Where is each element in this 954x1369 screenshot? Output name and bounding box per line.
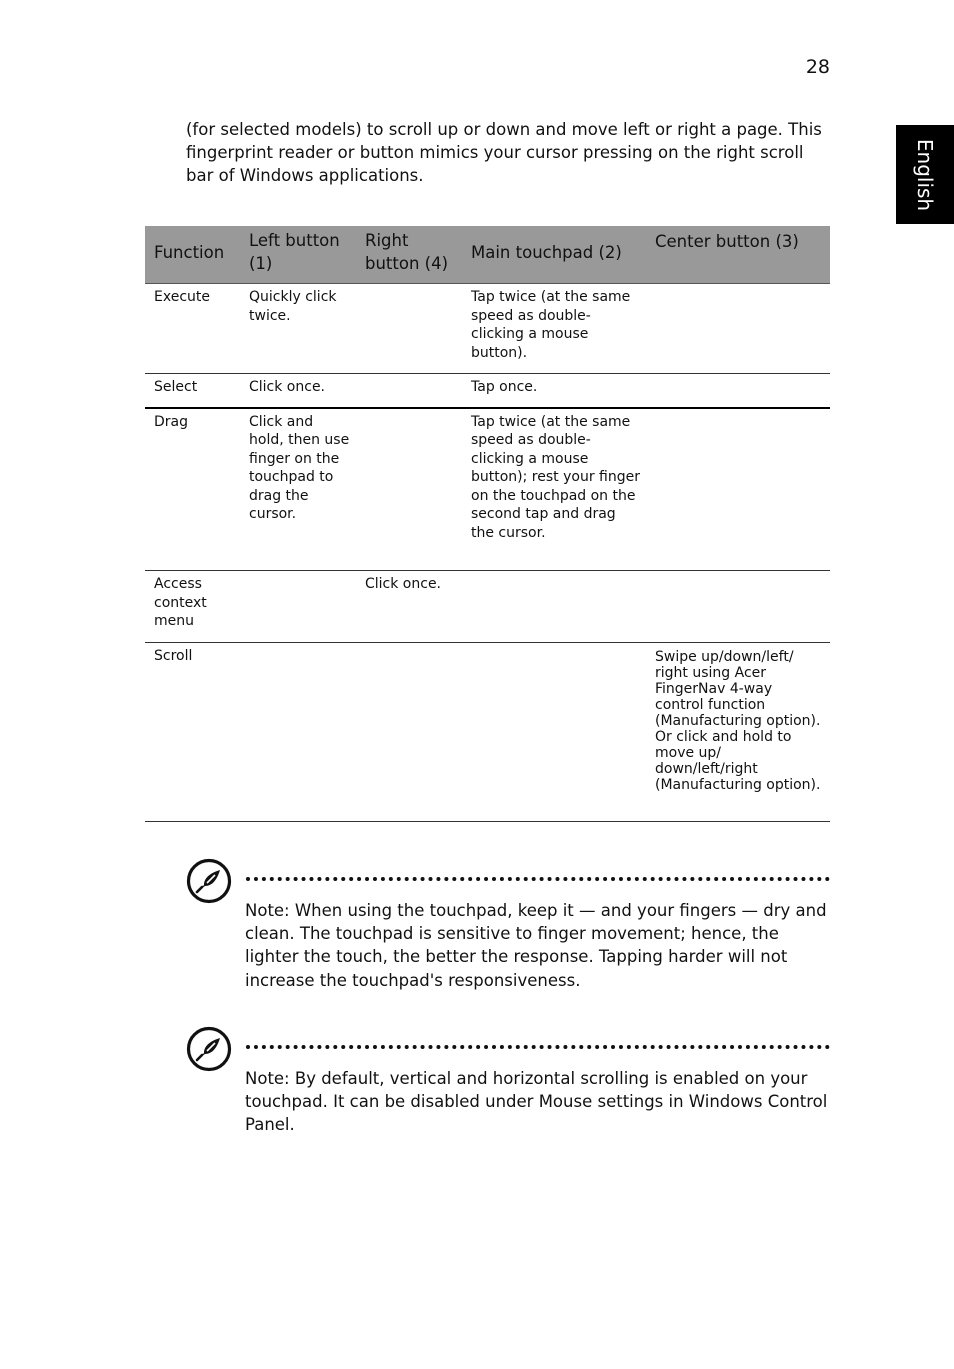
table-cell: Click once. xyxy=(240,374,356,408)
table-cell: Tap once. xyxy=(462,374,646,408)
table-cell: Click and hold, then use finger on the touchpad to drag the cursor. xyxy=(240,408,356,571)
intro-paragraph: (for selected models) to scroll up or down and move left or right a page. This fingerprint reader or button mimics your cursor pressing on the right scroll bar of Windows applications. xyxy=(186,120,822,185)
table-cell: Click once. xyxy=(356,571,462,643)
table-cell xyxy=(240,643,356,822)
note-divider xyxy=(246,877,830,881)
table-cell xyxy=(356,408,462,571)
language-tab xyxy=(896,125,954,224)
table-row xyxy=(145,374,830,408)
table-cell: Tap twice (at the same speed as double-clicking a mouse button). xyxy=(462,284,646,374)
touchpad-function-table xyxy=(145,226,830,822)
header-center-button: Center button (3) xyxy=(646,226,830,284)
language-tab-label: English xyxy=(913,138,937,211)
table-row xyxy=(145,408,830,571)
note-label: Note: xyxy=(245,1069,290,1088)
table-cell xyxy=(240,571,356,643)
table-cell xyxy=(462,643,646,822)
note-text xyxy=(245,1067,830,1137)
note-body: When using the touchpad, keep it — and your fingers — dry and clean. The touchpad is sensitive to finger movement; hence, the lighter the touch, the better the response. Tapping harder will not increase the touchpad's responsiveness. xyxy=(245,901,827,990)
table-header-row xyxy=(145,226,830,284)
note-body: By default, vertical and horizontal scrolling is enabled on your touchpad. It can be disabled under Mouse settings in Windows Control Panel. xyxy=(245,1069,828,1135)
table-cell: Tap twice (at the same speed as double-clicking a mouse button); rest your finger on the touchpad on the second tap and drag the cursor. xyxy=(462,408,646,571)
table-cell xyxy=(646,284,830,374)
header-right-button: Right button (4) xyxy=(356,226,462,284)
table-cell: Drag xyxy=(145,408,240,571)
header-main-touchpad: Main touchpad (2) xyxy=(462,226,646,284)
note-block xyxy=(186,1026,830,1146)
header-left-button: Left button (1) xyxy=(240,226,356,284)
note-pen-icon xyxy=(186,858,232,904)
table-cell xyxy=(646,571,830,643)
header-function: Function xyxy=(145,226,240,284)
table-cell: Scroll xyxy=(145,643,240,822)
note-block xyxy=(186,858,830,998)
table-cell: Access context menu xyxy=(145,571,240,643)
note-label: Note: xyxy=(245,901,290,920)
note-divider xyxy=(246,1045,830,1049)
note-text xyxy=(245,899,830,992)
table-row xyxy=(145,643,830,822)
table-cell: Execute xyxy=(145,284,240,374)
table-row xyxy=(145,571,830,643)
table-cell: Quickly click twice. xyxy=(240,284,356,374)
page-number: 28 xyxy=(805,56,830,78)
table-cell xyxy=(646,374,830,408)
table-cell: Select xyxy=(145,374,240,408)
table-cell xyxy=(356,284,462,374)
table-cell xyxy=(646,408,830,571)
table-cell: Swipe up/down/left/ right using Acer FingerNav 4-way control function (Manufacturing option). Or click and hold to move up/ down/left/right (Manufacturing option). xyxy=(646,643,830,822)
table-cell xyxy=(356,643,462,822)
table-row xyxy=(145,284,830,374)
table-cell xyxy=(462,571,646,643)
table-cell xyxy=(356,374,462,408)
note-pen-icon xyxy=(186,1026,232,1072)
